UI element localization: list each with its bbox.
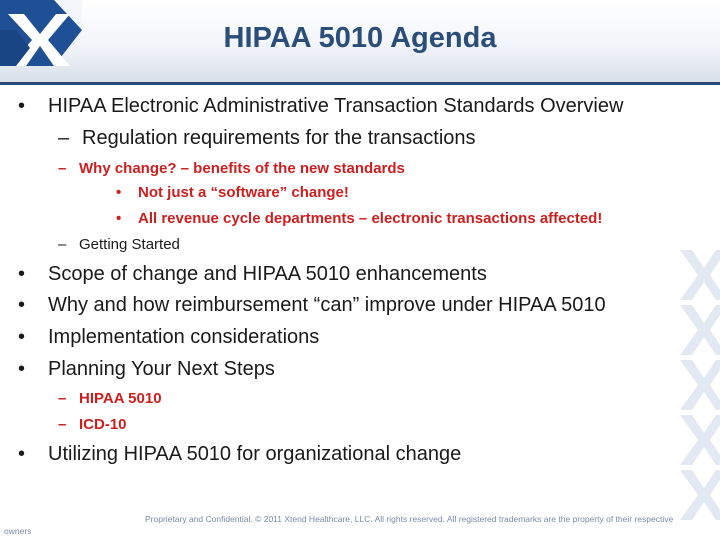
bullet-marker: • [18, 443, 26, 465]
agenda-subitem-regulation [58, 127, 476, 150]
agenda-item-overview [18, 95, 624, 118]
dash-marker: – [58, 236, 67, 253]
agenda-item-implementation [18, 326, 320, 349]
bullet-marker: • [18, 358, 26, 380]
agenda-item-reimbursement [18, 294, 606, 317]
dash-marker: – [58, 390, 67, 407]
agenda-subitem-icd10 [58, 416, 127, 433]
agenda-getting-started-text: Getting Started [79, 236, 180, 253]
agenda-detail-not-software [116, 184, 349, 201]
agenda-subitem-getting-started [58, 236, 180, 253]
footer-owners: owners [4, 526, 32, 536]
x-pattern-decoration-icon [670, 250, 720, 520]
agenda-icd10-text: ICD-10 [79, 416, 127, 433]
dash-marker: – [58, 160, 67, 177]
agenda-subitem-hipaa5010 [58, 390, 162, 407]
agenda-planning-text: Planning Your Next Steps [48, 358, 275, 380]
agenda-item-planning [18, 358, 275, 381]
dash-marker: – [58, 127, 70, 149]
agenda-why-change-text: Why change? – benefits of the new standards [79, 160, 405, 177]
agenda-hipaa5010-text: HIPAA 5010 [79, 390, 162, 407]
bullet-marker: • [116, 184, 122, 201]
footer-copyright: Proprietary and Confidential. © 2011 Xtend Healthcare, LLC. All rights reserved. All registered trademarks are the property of their respective [145, 514, 674, 524]
bullet-marker: • [18, 294, 26, 316]
bullet-marker: • [18, 95, 26, 117]
agenda-detail-revenue-cycle [116, 210, 603, 227]
agenda-item-utilizing [18, 443, 462, 466]
agenda-reimbursement-text: Why and how reimbursement “can” improve under HIPAA 5010 [48, 294, 606, 316]
header-divider [0, 82, 720, 85]
agenda-subitem-why-change [58, 160, 405, 177]
agenda-utilizing-text: Utilizing HIPAA 5010 for organizational change [48, 443, 462, 465]
bullet-marker: • [116, 210, 122, 227]
dash-marker: – [58, 416, 67, 433]
agenda-not-software-text: Not just a “software” change! [138, 184, 349, 201]
agenda-revenue-cycle-text: All revenue cycle departments – electronic transactions affected! [138, 210, 603, 227]
agenda-implementation-text: Implementation considerations [48, 326, 320, 348]
slide-header [0, 0, 720, 82]
agenda-item-scope [18, 263, 487, 286]
agenda-scope-text: Scope of change and HIPAA 5010 enhancements [48, 263, 487, 285]
slide-title: HIPAA 5010 Agenda [223, 22, 497, 54]
bullet-marker: • [18, 263, 26, 285]
agenda-overview-text: HIPAA Electronic Administrative Transaction Standards Overview [48, 95, 624, 117]
agenda-regulation-text: Regulation requirements for the transactions [82, 127, 476, 149]
bullet-marker: • [18, 326, 26, 348]
